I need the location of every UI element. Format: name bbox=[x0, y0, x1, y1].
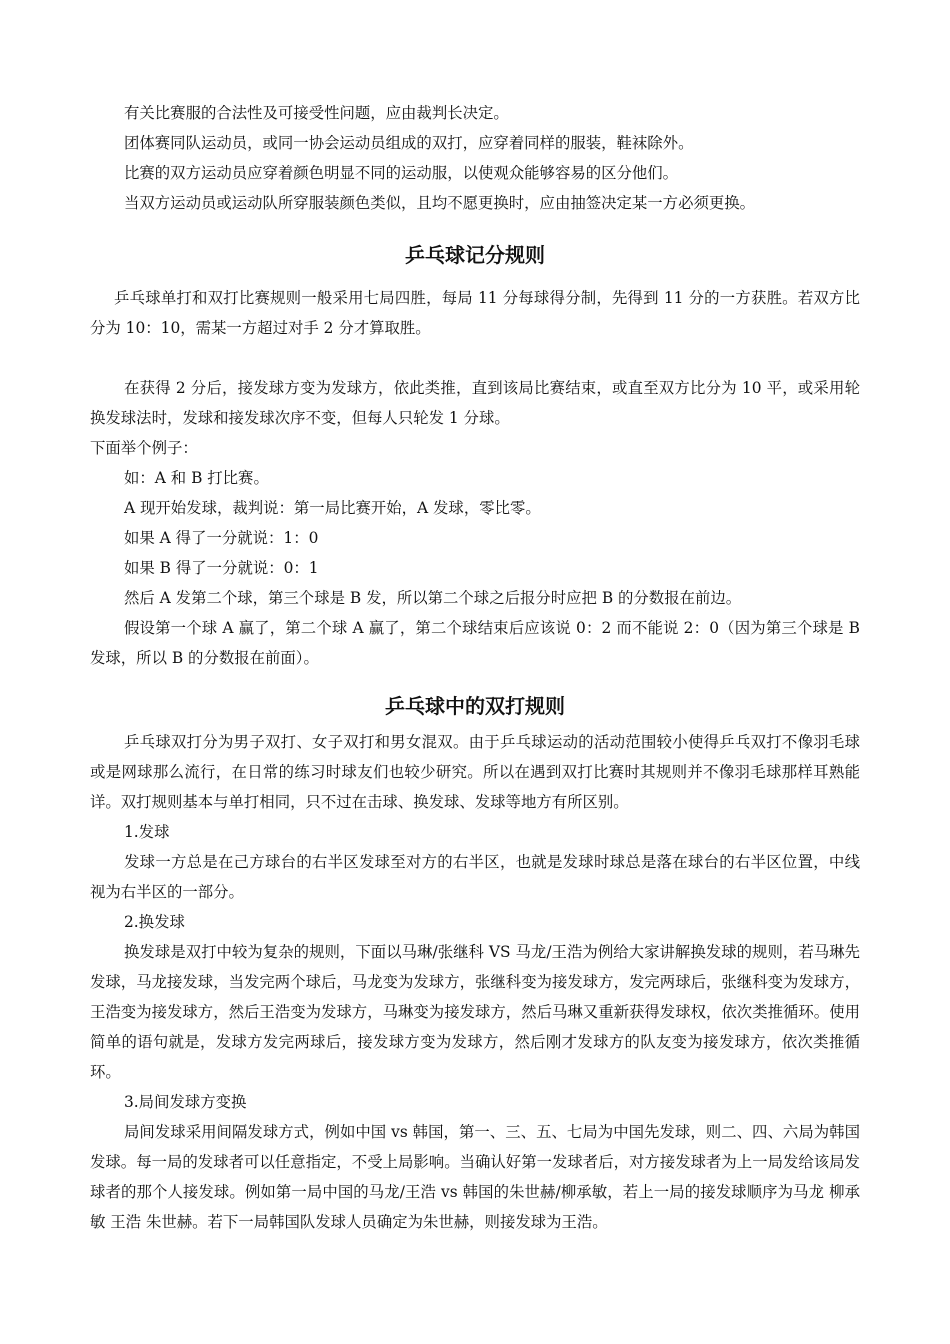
blank-line bbox=[90, 343, 860, 373]
example-line: A 现开始发球，裁判说：第一局比赛开始，A 发球，零比零。 bbox=[124, 499, 541, 517]
doubles-heading: 乒乓球中的双打规则 bbox=[385, 694, 565, 718]
attire-paragraph: 团体赛同队运动员，或同一协会运动员组成的双打，应穿着同样的服装，鞋袜除外。 bbox=[124, 134, 694, 152]
section-body-between-games: 局间发球采用间隔发球方式，例如中国 vs 韩国，第一、三、五、七局为中国先发球，则二、四、六局为韩国发球。每一局的发球者可以任意指定，不受上局影响。当确认好第一发球者后，对方接发球者为上一局发给该局发球者的那个人接发球。例如第一局中国的马龙/王浩 vs 韩国的朱世赫/柳承敏，若上一局的接发球顺序为马龙 柳承敏 王浩 朱世赫。若下一局韩国队发球人员确定为朱世赫，则接发球为王浩。 bbox=[90, 1123, 860, 1231]
section-title-change-serve: 2.换发球 bbox=[124, 913, 185, 931]
document-content bbox=[90, 98, 860, 1237]
attire-paragraph: 当双方运动员或运动队所穿服装颜色类似，且均不愿更换时，应由抽签决定某一方必须更换。 bbox=[124, 194, 756, 212]
section-title-between-games: 3.局间发球方变换 bbox=[124, 1093, 247, 1111]
section-body-serve: 发球一方总是在己方球台的右半区发球至对方的右半区，也就是发球时球总是落在球台的右半区位置，中线视为右半区的一部分。 bbox=[90, 853, 860, 901]
example-line: 如果 A 得了一分就说：1：0 bbox=[124, 529, 319, 547]
example-line: 然后 A 发第二个球，第三个球是 B 发，所以第二个球之后报分时应把 B 的分数报在前边。 bbox=[124, 589, 742, 607]
scoring-heading: 乒乓球记分规则 bbox=[405, 243, 545, 267]
attire-paragraph: 比赛的双方运动员应穿着颜色明显不同的运动服，以使观众能够容易的区分他们。 bbox=[124, 164, 679, 182]
scoring-paragraph: 乒乓球单打和双打比赛规则一般采用七局四胜，每局 11 分每球得分制，先得到 11 分的一方获胜。若双方比分为 10：10，需某一方超过对手 2 分才算取胜。 bbox=[90, 289, 860, 337]
attire-paragraph: 有关比赛服的合法性及可接受性问题，应由裁判长决定。 bbox=[124, 104, 509, 122]
doubles-intro: 乒乓球双打分为男子双打、女子双打和男女混双。由于乒乓球运动的活动范围较小使得乒乓双打不像羽毛球或是网球那么流行，在日常的练习时球友们也较少研究。所以在遇到双打比赛时其规则并不像羽毛球那样耳熟能详。双打规则基本与单打相同，只不过在击球、换发球、发球等地方有所区别。 bbox=[90, 733, 860, 811]
section-title-serve: 1.发球 bbox=[124, 823, 170, 841]
example-line: 如：A 和 B 打比赛。 bbox=[124, 469, 269, 487]
section-body-change-serve: 换发球是双打中较为复杂的规则，下面以马琳/张继科 VS 马龙/王浩为例给大家讲解换发球的规则，若马琳先发球，马龙接发球，当发完两个球后，马龙变为发球方，张继科变为接发球方，发完两球后，张继科变为发球方，王浩变为接发球方，然后王浩变为发球方，马琳变为接发球方，然后马琳又重新获得发球权，依次类推循环。使用简单的语句就是，发球方发完两球后，接发球方变为发球方，然后刚才发球方的队友变为接发球方，依次类推循环。 bbox=[90, 943, 860, 1081]
example-line: 假设第一个球 A 赢了，第二个球 A 赢了，第二个球结束后应该说 0：2 而不能说 2：0（因为第三个球是 B 发球，所以 B 的分数报在前面）。 bbox=[90, 619, 860, 667]
example-intro: 下面举个例子： bbox=[90, 439, 198, 457]
example-line: 如果 B 得了一分就说：0：1 bbox=[124, 559, 319, 577]
scoring-paragraph: 在获得 2 分后，接发球方变为发球方，依此类推，直到该局比赛结束，或直至双方比分为 10 平，或采用轮换发球法时，发球和接发球次序不变，但每人只轮发 1 分球。 bbox=[90, 379, 860, 427]
